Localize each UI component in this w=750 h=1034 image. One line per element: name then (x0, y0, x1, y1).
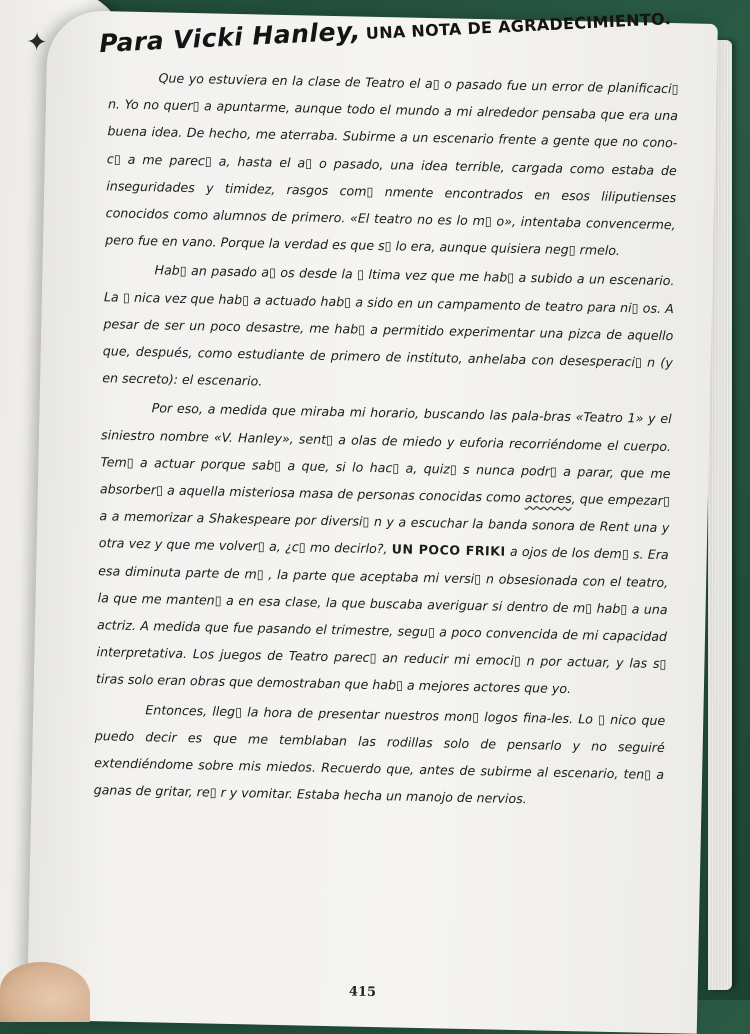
emphasis-text: UN POCO FRIKI (391, 541, 506, 560)
page-number: 415 (348, 984, 377, 1001)
paragraph-text: Que yo estuviera en la clase de Teatro el a▯ o pasado fue un error de planificaci▯ n. Yo no quer▯ a apuntarme, aunque todo el mundo a mi alrededor pensaba que era una buena idea. De hecho, me aterraba. Subirme a un escenario frente a gente que no cono-c▯ a me parec▯ a, hasta el a▯ o pasado, una idea terrible, cargada como estaba de inseguridades y timidez, rasgos com▯ nmente encontrados en esos liliputienses conocidos como alumnos de primero. «El teatro no es lo m▯ o», intentaba convencerme, pero fue en vano. Porque la verdad es que s▯ lo era, aunque quisiera neg▯ rmelo. (105, 70, 679, 259)
paragraph-text: Entonces, lleg▯ la hora de presentar nuestros mon▯ logos fina-les. Lo ▯ nico que puedo decir es que me temblaban las rodillas solo de pensarlo y no seguiré extendiéndome sobre mis miedos. Recuerdo que, antes de subirme al escenario, ten▯ a ganas de gritar, re▯ r y vomitar. Estaba hecha un manojo de nervios. (93, 701, 666, 807)
paragraph (102, 256, 675, 404)
body-text (93, 63, 678, 815)
paragraph-text: Hab▯ an pasado a▯ os desde la ▯ ltima vez que me hab▯ a subido a un escenario. La ▯ nica vez que hab▯ a actuado hab▯ a sido en un campamento de teatro para ni▯ os. A pesar de ser un poco desastre, me hab▯ a permitido experimentar una pizca de aquello que, después, como estudiante de primero de instituto, anhelaba con desesperaci▯ n (y en secreto): el escenario. (102, 262, 675, 389)
paragraph-text: Por eso, a medida que miraba mi horario, buscando las pala-bras «Teatro 1» y el siniestro nombre «V. Hanley», sent▯ a olas de miedo y euforia recorriéndome el cuerpo. Tem▯ a actuar porque sab▯ a que, si lo hac▯ a, quiz▯ s nunca podr▯ a parar, que me absorber▯ a aquella misteriosa masa de personas conocidas como (99, 400, 672, 506)
paragraph (96, 394, 672, 705)
paragraph (93, 695, 665, 816)
book-page (27, 10, 718, 1034)
star-icon: ✦ (25, 27, 49, 59)
paragraph (105, 63, 679, 265)
title-rest: UNA NOTA DE AGRADECIMIENTO. (365, 9, 672, 44)
paragraph-text: , que empezar▯ a a memorizar a Shakespeare por diversi▯ n y a escuchar la banda sonora de Rent una y otra vez y que me volver▯ a, ¿c▯ mo decirlo?, (98, 491, 671, 557)
underlined-word: actores (524, 490, 572, 507)
title-name: Para Vicki Hanley, (98, 16, 362, 59)
paragraph-text: a ojos de los dem▯ s. Era esa diminuta parte de m▯ , la parte que aceptaba mi versi▯ n obsesionada con el teatro, la que me manten▯ a en esa clase, la que buscaba averiguar si dentro de m▯ hab▯ a una actriz. A medida que fue pasando el trimestre, segu▯ a poco convencida de mi capacidad interpretativa. Los juegos de Teatro parec▯ an reducir mi emoci▯ n por actuar, y las s▯ tiras solo eran obras que demostraban que hab▯ a mejores actores que yo. (95, 544, 669, 697)
page-title (99, 0, 700, 58)
